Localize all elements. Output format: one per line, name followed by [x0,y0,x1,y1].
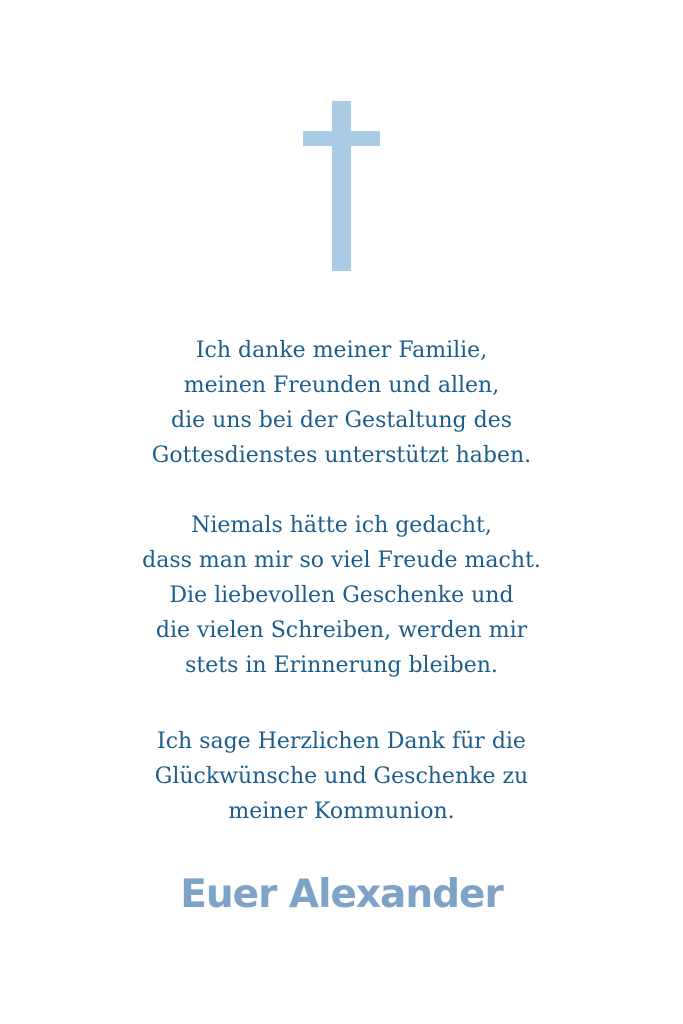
text-line: die uns bei der Gestaltung des [170,408,513,433]
text-line: stets in Erinnerung bleiben. [185,653,498,678]
text-line: Glückwünsche und Geschenke zu [154,764,529,789]
cross-vertical-bar [332,101,351,271]
text-line: Gottesdienstes unterstützt haben. [151,443,532,468]
text-line: meinen Freunden und allen, [183,373,500,398]
paragraph-never-thought [0,508,683,683]
text-line: Ich danke meiner Familie, [195,338,488,363]
text-line: Die liebevollen Geschenke und [169,583,514,608]
text-line: Ich sage Herzlichen Dank für die [157,729,526,754]
cross-icon [303,101,380,271]
text-line: die vielen Schreiben, werden mir [155,618,528,643]
signature: Euer Alexander [180,872,503,917]
text-line: Niemals hätte ich gedacht, [191,513,492,538]
text-line: meiner Kommunion. [228,799,455,824]
paragraph-thanks-family [0,333,683,473]
cross-horizontal-bar [303,131,380,146]
paragraph-heartfelt-thanks [0,724,683,829]
text-line: dass man mir so viel Freude macht. [142,548,541,573]
